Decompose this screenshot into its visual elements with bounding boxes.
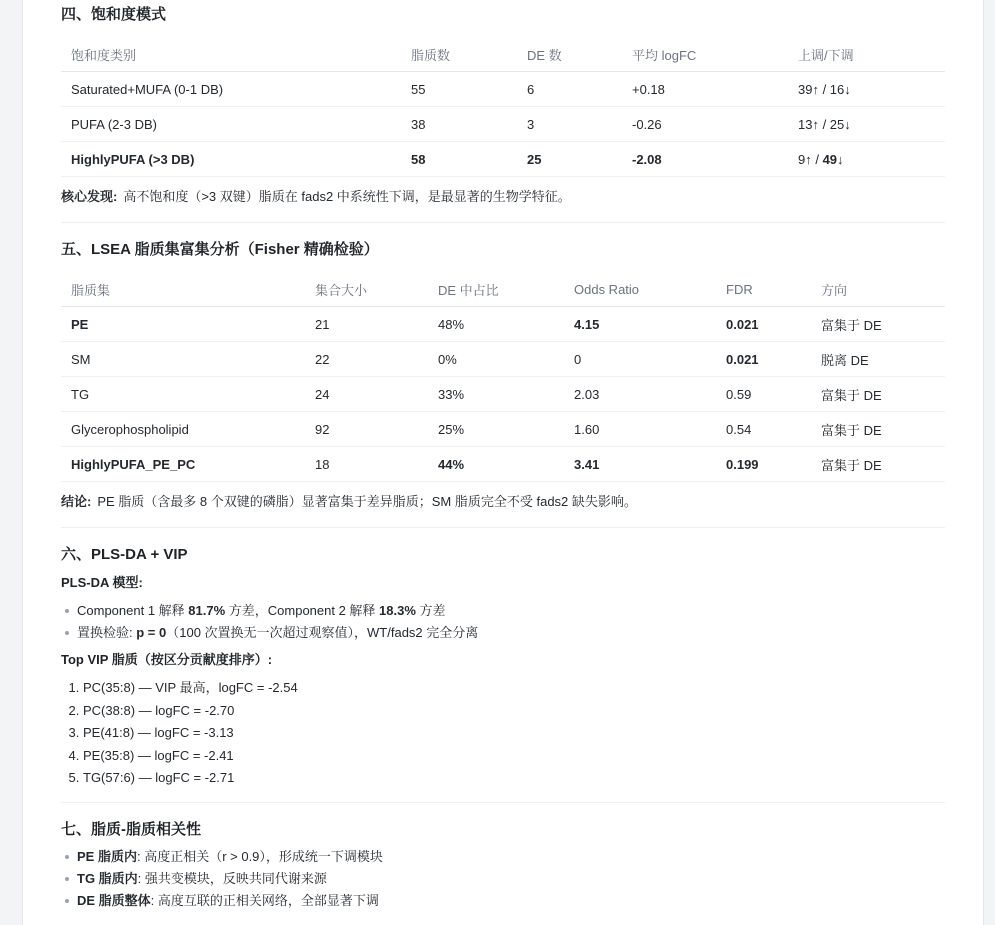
table-row: [61, 342, 945, 377]
table-cell: 1.60: [564, 412, 716, 447]
table-cell: 0: [564, 342, 716, 377]
table-header: 脂质数: [401, 37, 517, 72]
key-finding-note: [61, 187, 571, 207]
table-header: 饱和度类别: [61, 37, 401, 72]
note-text: PE 脂质（含最多 8 个双键的磷脂）显著富集于差异脂质；SM 脂质完全不受 fads2 缺失影响。: [97, 494, 637, 509]
text: （100 次置换无一次超过观察值），WT/fads2 完全分离: [166, 625, 479, 640]
table-cell: -0.26: [622, 107, 788, 142]
divider: [61, 527, 945, 528]
section-4-title: 四、饱和度模式: [61, 6, 167, 23]
item-text: : 高度互联的正相关网络，全部显著下调: [150, 893, 379, 908]
table-cell: 13↑ / 25↓: [788, 107, 945, 142]
list-item: 2. PC(38:8) — logFC = -2.70: [83, 700, 945, 723]
table-header: 脂质集: [61, 272, 305, 307]
text: Component 1 解释: [77, 603, 189, 618]
table-cell: PE: [61, 307, 305, 342]
saturation-table: [61, 37, 945, 177]
table-cell: -2.08: [622, 142, 788, 177]
vip-list: [61, 677, 945, 790]
table-cell: 0.021: [716, 307, 811, 342]
table-cell: [788, 142, 945, 177]
table-row: [61, 412, 945, 447]
list-item: [77, 890, 945, 912]
conclusion-note: [61, 492, 637, 512]
table-row: [61, 377, 945, 412]
section-5-title: 五、LSEA 脂质集富集分析（Fisher 精确检验）: [61, 241, 379, 258]
table-header: FDR: [716, 272, 811, 307]
table-row: [61, 447, 945, 482]
table-cell: 21: [305, 307, 428, 342]
text: 方差: [415, 603, 446, 618]
table-cell: 富集于 DE: [811, 307, 945, 342]
table-header: 平均 logFC: [622, 37, 788, 72]
table-header-row: [61, 37, 945, 72]
list-item: 4. PE(35:8) — logFC = -2.41: [83, 745, 945, 768]
section-7-title: 七、脂质-脂质相关性: [61, 821, 201, 838]
list-item: 3. PE(41:8) — logFC = -3.13: [83, 722, 945, 745]
table-cell: 3: [517, 107, 622, 142]
pls-da-bullets: [61, 600, 945, 644]
top-vip-label: Top VIP 脂质（按区分贡献度排序）:: [61, 652, 273, 667]
table-cell: 24: [305, 377, 428, 412]
table-header: 上调/下调: [788, 37, 945, 72]
list-item: 5. TG(57:6) — logFC = -2.71: [83, 767, 945, 790]
table-cell: 25%: [428, 412, 564, 447]
table-cell: 0%: [428, 342, 564, 377]
updown-up: 9↑ /: [798, 151, 823, 167]
table-cell: 6: [517, 72, 622, 107]
table-cell: 3.41: [564, 447, 716, 482]
item-label: DE 脂质整体: [77, 893, 151, 908]
table-header: DE 中占比: [428, 272, 564, 307]
divider: [61, 222, 945, 223]
updown-down: 49↓: [822, 151, 844, 167]
variance-1: 81.7%: [188, 603, 226, 618]
section-6-title: 六、PLS-DA + VIP: [61, 546, 188, 563]
table-cell: SM: [61, 342, 305, 377]
table-row: [61, 72, 945, 107]
table-cell: 48%: [428, 307, 564, 342]
table-cell: 0.54: [716, 412, 811, 447]
item-label: PE 脂质内: [77, 849, 137, 864]
table-header: 集合大小: [305, 272, 428, 307]
table-cell: TG: [61, 377, 305, 412]
table-cell: HighlyPUFA_PE_PC: [61, 447, 305, 482]
item-text: : 高度正相关（r > 0.9），形成统一下调模块: [136, 849, 383, 864]
table-cell: HighlyPUFA (>3 DB): [61, 142, 401, 177]
list-item: 1. PC(35:8) — VIP 最高，logFC = -2.54: [83, 677, 945, 700]
table-cell: 0.021: [716, 342, 811, 377]
note-text: 高不饱和度（>3 双键）脂质在 fads2 中系统性下调，是最显著的生物学特征。: [123, 189, 571, 204]
list-item: [77, 846, 945, 868]
variance-2: 18.3%: [379, 603, 416, 618]
table-header: 方向: [811, 272, 945, 307]
item-text: : 强共变模块，反映共同代谢来源: [137, 871, 327, 886]
table-cell: PUFA (2-3 DB): [61, 107, 401, 142]
table-cell: 44%: [428, 447, 564, 482]
table-cell: 25: [517, 142, 622, 177]
table-cell: 39↑ / 16↓: [788, 72, 945, 107]
lsea-table: [61, 272, 945, 482]
table-cell: 18: [305, 447, 428, 482]
table-cell: 富集于 DE: [811, 447, 945, 482]
table-cell: 0.59: [716, 377, 811, 412]
table-cell: +0.18: [622, 72, 788, 107]
p-value: p = 0: [136, 625, 167, 640]
divider: [61, 802, 945, 803]
table-cell: 2.03: [564, 377, 716, 412]
list-item: [77, 600, 945, 622]
table-cell: 富集于 DE: [811, 377, 945, 412]
table-cell: 55: [401, 72, 517, 107]
correlation-bullets: [61, 846, 945, 912]
table-cell: 脱离 DE: [811, 342, 945, 377]
list-item: [77, 868, 945, 890]
table-cell: Saturated+MUFA (0-1 DB): [61, 72, 401, 107]
table-cell: 38: [401, 107, 517, 142]
table-cell: 58: [401, 142, 517, 177]
table-cell: 33%: [428, 377, 564, 412]
table-row: [61, 142, 945, 177]
table-cell: 0.199: [716, 447, 811, 482]
table-cell: 4.15: [564, 307, 716, 342]
note-label: 结论:: [61, 494, 92, 509]
text: 方差，Component 2 解释: [225, 603, 380, 618]
table-cell: 富集于 DE: [811, 412, 945, 447]
table-cell: Glycerophospholipid: [61, 412, 305, 447]
table-header: DE 数: [517, 37, 622, 72]
note-label: 核心发现:: [61, 189, 118, 204]
table-cell: 22: [305, 342, 428, 377]
list-item: [77, 622, 945, 644]
table-header-row: [61, 272, 945, 307]
table-header: Odds Ratio: [564, 272, 716, 307]
table-cell: 92: [305, 412, 428, 447]
table-row: [61, 107, 945, 142]
pls-da-model-label: PLS-DA 模型:: [61, 575, 143, 590]
table-row: [61, 307, 945, 342]
report-page: [22, 0, 984, 925]
item-label: TG 脂质内: [77, 871, 138, 886]
text: 置换检验:: [77, 625, 137, 640]
